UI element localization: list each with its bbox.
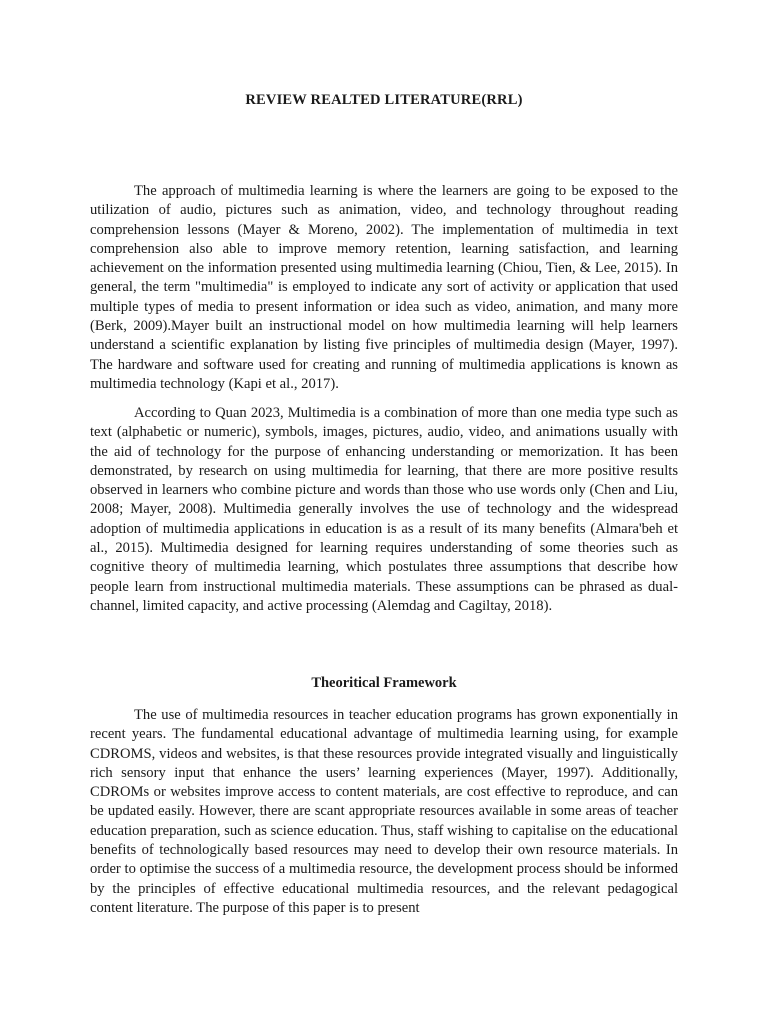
section-heading-theoretical-framework: Theoritical Framework bbox=[311, 675, 457, 691]
paragraph-teacher-education: The use of multimedia resources in teacher education programs has grown exponentially in recent years. The fundamental educational advantage of multimedia learning using, for example CDROMS, videos and websites, is that these resources provide integrated visually and linguistically rich sensory input that enhance the users’ learning experiences (Mayer, 1997). Additionally, CDROMs or websites improve access to content materials, are cost effective to reproduce, and can be updated easily. However, there are scant appropriate resources available in some areas of teacher education preparation, such as science education. Thus, staff wishing to capitalise on the educational benefits of technologically based resources may need to develop their own resource materials. In order to optimise the success of a multimedia resource, the development process should be informed by the principles of effective educational multimedia resources, and the relevant pedagogical content literature. The purpose of this paper is to present bbox=[90, 707, 678, 916]
paragraph-multimedia-definition: According to Quan 2023, Multimedia is a combination of more than one media type such as text (alphabetic or numeric), symbols, images, pictures, audio, video, and animations usually with the aid of technology for the purpose of enhancing understanding or memorization. It has been demonstrated, by research on using multimedia for learning, that there are more positive results observed in learners who combine picture and words than those who use words only (Chen and Liu, 2008; Mayer, 2008). Multimedia generally involves the use of technology and the widespread adoption of multimedia applications in education is as a result of its many benefits (Almara'beh et al., 2015). Multimedia designed for learning requires understanding of some theories such as cognitive theory of multimedia learning, which postulates three assumptions that describe how people learn from instructional multimedia materials. These assumptions can be phrased as dual-channel, limited capacity, and active processing (Alemdag and Cagiltay, 2018). bbox=[90, 405, 678, 614]
document-page bbox=[90, 0, 678, 1024]
paragraph-multimedia-learning: The approach of multimedia learning is where the learners are going to be exposed to the utilization of audio, pictures such as animation, video, and technology throughout reading comprehension lessons (Mayer & Moreno, 2002). The implementation of multimedia in text comprehension also able to improve memory retention, learning satisfaction, and learning achievement on the information presented using multimedia learning (Chiou, Tien, & Lee, 2015). In general, the term "multimedia" is employed to indicate any sort of activity or application that used multiple types of media to present information or idea such as video, animation, and many more (Berk, 2009).Mayer built an instructional model on how multimedia learning will help learners understand a scientific explanation by listing five principles of multimedia design (Mayer, 1997). The hardware and software used for creating and running of multimedia applications is known as multimedia technology (Kapi et al., 2017). bbox=[90, 183, 678, 392]
page-title: REVIEW REALTED LITERATURE(RRL) bbox=[245, 92, 523, 108]
